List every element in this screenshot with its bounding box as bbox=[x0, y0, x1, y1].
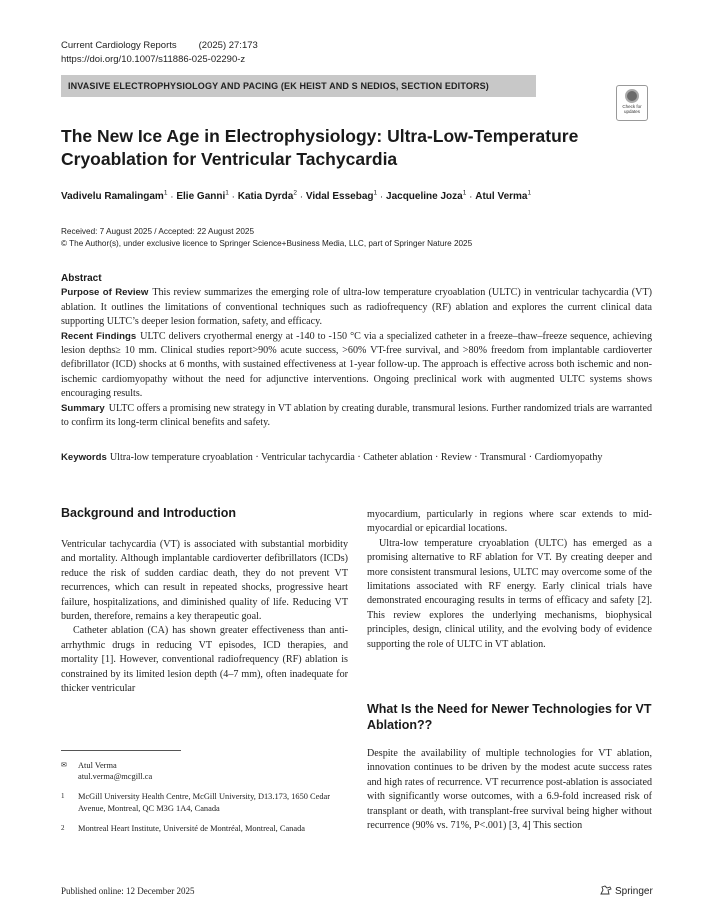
corresponding-email[interactable]: atul.verma@mcgill.ca bbox=[78, 772, 153, 782]
author-list bbox=[61, 190, 531, 202]
author-name[interactable]: Jacqueline Joza$^1$ bbox=[386, 190, 467, 203]
section-heading-need: What Is the Need for Newer Technologies for VT Ablation?? bbox=[367, 702, 652, 732]
abstract bbox=[61, 272, 652, 430]
author-separator: · bbox=[466, 191, 476, 203]
author-separator: · bbox=[228, 191, 238, 203]
affiliation-1: 1 McGill University Health Centre, McGill University, D13.173, 1650 Cedar Avenue, Montreal, QC M3G 1A4, Canada bbox=[61, 792, 331, 813]
received-accepted: Received: 7 August 2025 / Accepted: 22 August 2025 bbox=[61, 227, 255, 236]
right-column bbox=[367, 508, 652, 652]
section-heading-background: Background and Introduction bbox=[61, 506, 236, 520]
paragraph: Ventricular tachycardia (VT) is associated with substantial morbidity and mortality. Although implantable cardioverter defibrillators (ICDs) reduce the risk of sudden cardiac death, they do not prevent VT recurrences, which can result in repeated shocks, progressive heart failure, hospitalizations, and diminished quality of life. Reducing VT burden, therefore, remains a key therapeutic goal. bbox=[61, 539, 348, 623]
affiliation-2: 2 Montreal Heart Institute, Université de Montréal, Montreal, Canada bbox=[61, 823, 305, 833]
journal-name: Current Cardiology Reports bbox=[61, 40, 177, 51]
article-title: The New Ice Age in Electrophysiology: Ultra-Low-Temperature Cryoablation for Ventricular Tachycardia bbox=[61, 126, 579, 169]
check-for-updates-badge[interactable] bbox=[616, 85, 648, 121]
keywords bbox=[61, 451, 652, 465]
corresponding-author bbox=[61, 760, 348, 782]
author-name[interactable]: Katia Dyrda$^2$ bbox=[237, 190, 297, 203]
envelope-icon: ✉ bbox=[61, 761, 67, 769]
author-name[interactable]: Vadivelu Ramalingam$^1$ bbox=[61, 190, 168, 203]
publisher-logo: Springer bbox=[600, 885, 653, 897]
journal-volume: (2025) 27:173 bbox=[198, 40, 258, 51]
check-updates-label: Check for updates bbox=[622, 104, 642, 114]
author-separator: · bbox=[296, 191, 306, 203]
doi-link[interactable]: https://doi.org/10.1007/s11886-025-02290-z bbox=[61, 53, 246, 65]
abstract-heading: Abstract bbox=[61, 273, 102, 284]
right-column-continued bbox=[367, 747, 652, 833]
springer-horse-icon bbox=[600, 885, 612, 895]
paragraph: Despite the availability of multiple technologies for VT ablation, innovation continues to be driven by the modest acute success rates and high rates of recurrence. VT recurrence post-ablation is associated with significantly worse outcomes, with a 6.9-fold increased risk of transplant or death, with transplant-free survival being higher without recurrence (90% vs. 71%, P<.001) [3, 4] This section bbox=[367, 748, 652, 832]
paragraph: Catheter ablation (CA) has shown greater effectiveness than anti-arrhythmic drugs in reducing VT episodes, ICD therapies, and mortality [1]. However, conventional radiofrequency (RF) ablation is constrained by its limited lesion depth (4–7 mm), often inadequate for thicker ventricular bbox=[61, 625, 348, 695]
author-separator: · bbox=[167, 191, 177, 203]
footnote-divider bbox=[61, 750, 181, 751]
footnotes bbox=[61, 760, 348, 843]
paragraph: Ultra-low temperature cryoablation (ULTC) has emerged as a promising alternative to RF ablation for VT. By creating deeper and more consistent transmural lesions, ULTC may overcome some of the limitations associated with RF energy. Early clinical trials have demonstrated encouraging results in terms of efficacy and safety [2]. This review explores the underlying mechanisms, biophysical principles, design, clinical utility, and the evolving body of evidence supporting the role of ULTC in VT ablation. bbox=[367, 537, 652, 650]
paragraph: myocardium, particularly in regions where scar extends to mid-myocardial or epicardial locations. bbox=[367, 509, 652, 535]
author-name[interactable]: Atul Verma$^1$ bbox=[475, 190, 532, 203]
published-date: Published online: 12 December 2025 bbox=[61, 886, 195, 896]
author-separator: · bbox=[377, 191, 387, 203]
abstract-purpose: Purpose of Review This review summarizes the emerging role of ultra-low temperature cryoablation (ULTC) in ventricular tachycardia (VT) ablation. It outlines the limitations of conventional techniques such as radiofrequency (RF) ablation and explores the current clinical data supporting ULTC’s deeper lesion formation, safety, and efficacy. bbox=[61, 287, 652, 328]
article-dates bbox=[61, 226, 472, 250]
abstract-summary: Summary ULTC offers a promising new strategy in VT ablation by creating durable, transmural lesions. Further randomized trials are warranted to confirm its long-term clinical benefits and safety. bbox=[61, 402, 652, 429]
copyright-line: © The Author(s), under exclusive licence to Springer Science+Business Media, LLC, part of Springer Nature 2025 bbox=[61, 239, 473, 248]
check-updates-icon bbox=[625, 89, 639, 103]
journal-header bbox=[61, 39, 258, 66]
section-banner: INVASIVE ELECTROPHYSIOLOGY AND PACING (EK HEIST AND S NEDIOS, SECTION EDITORS) bbox=[61, 75, 536, 97]
keywords-text: Ultra-low temperature cryoablation · Ventricular tachycardia · Catheter ablation · Review · Transmural · Cardiomyopathy bbox=[109, 452, 603, 463]
left-column bbox=[61, 538, 348, 696]
corresponding-name: Atul Verma bbox=[78, 761, 117, 770]
author-name[interactable]: Elie Ganni$^1$ bbox=[176, 190, 229, 203]
author-name[interactable]: Vidal Essebag$^1$ bbox=[305, 190, 378, 203]
keywords-label: Keywords bbox=[61, 452, 107, 463]
abstract-findings: Recent Findings ULTC delivers cryothermal energy at -140 to -150 °C via a specialized catheter in a freeze–thaw–freeze sequence, achieving lesion depths≥ 10 mm. Clinical studies report>90% acute success, >60% VT-free survival, and >80% freedom from implantable cardioverter defibrillator (ICD) shocks at 6 months, with sustained effectiveness at 1-year follow-up. The approach is effective across both ischemic and non-ischemic cardiomyopathy without the need for adjunctive interventions. Ongoing preclinical work with augmented ULTC systems shows encouraging results. bbox=[61, 330, 652, 400]
